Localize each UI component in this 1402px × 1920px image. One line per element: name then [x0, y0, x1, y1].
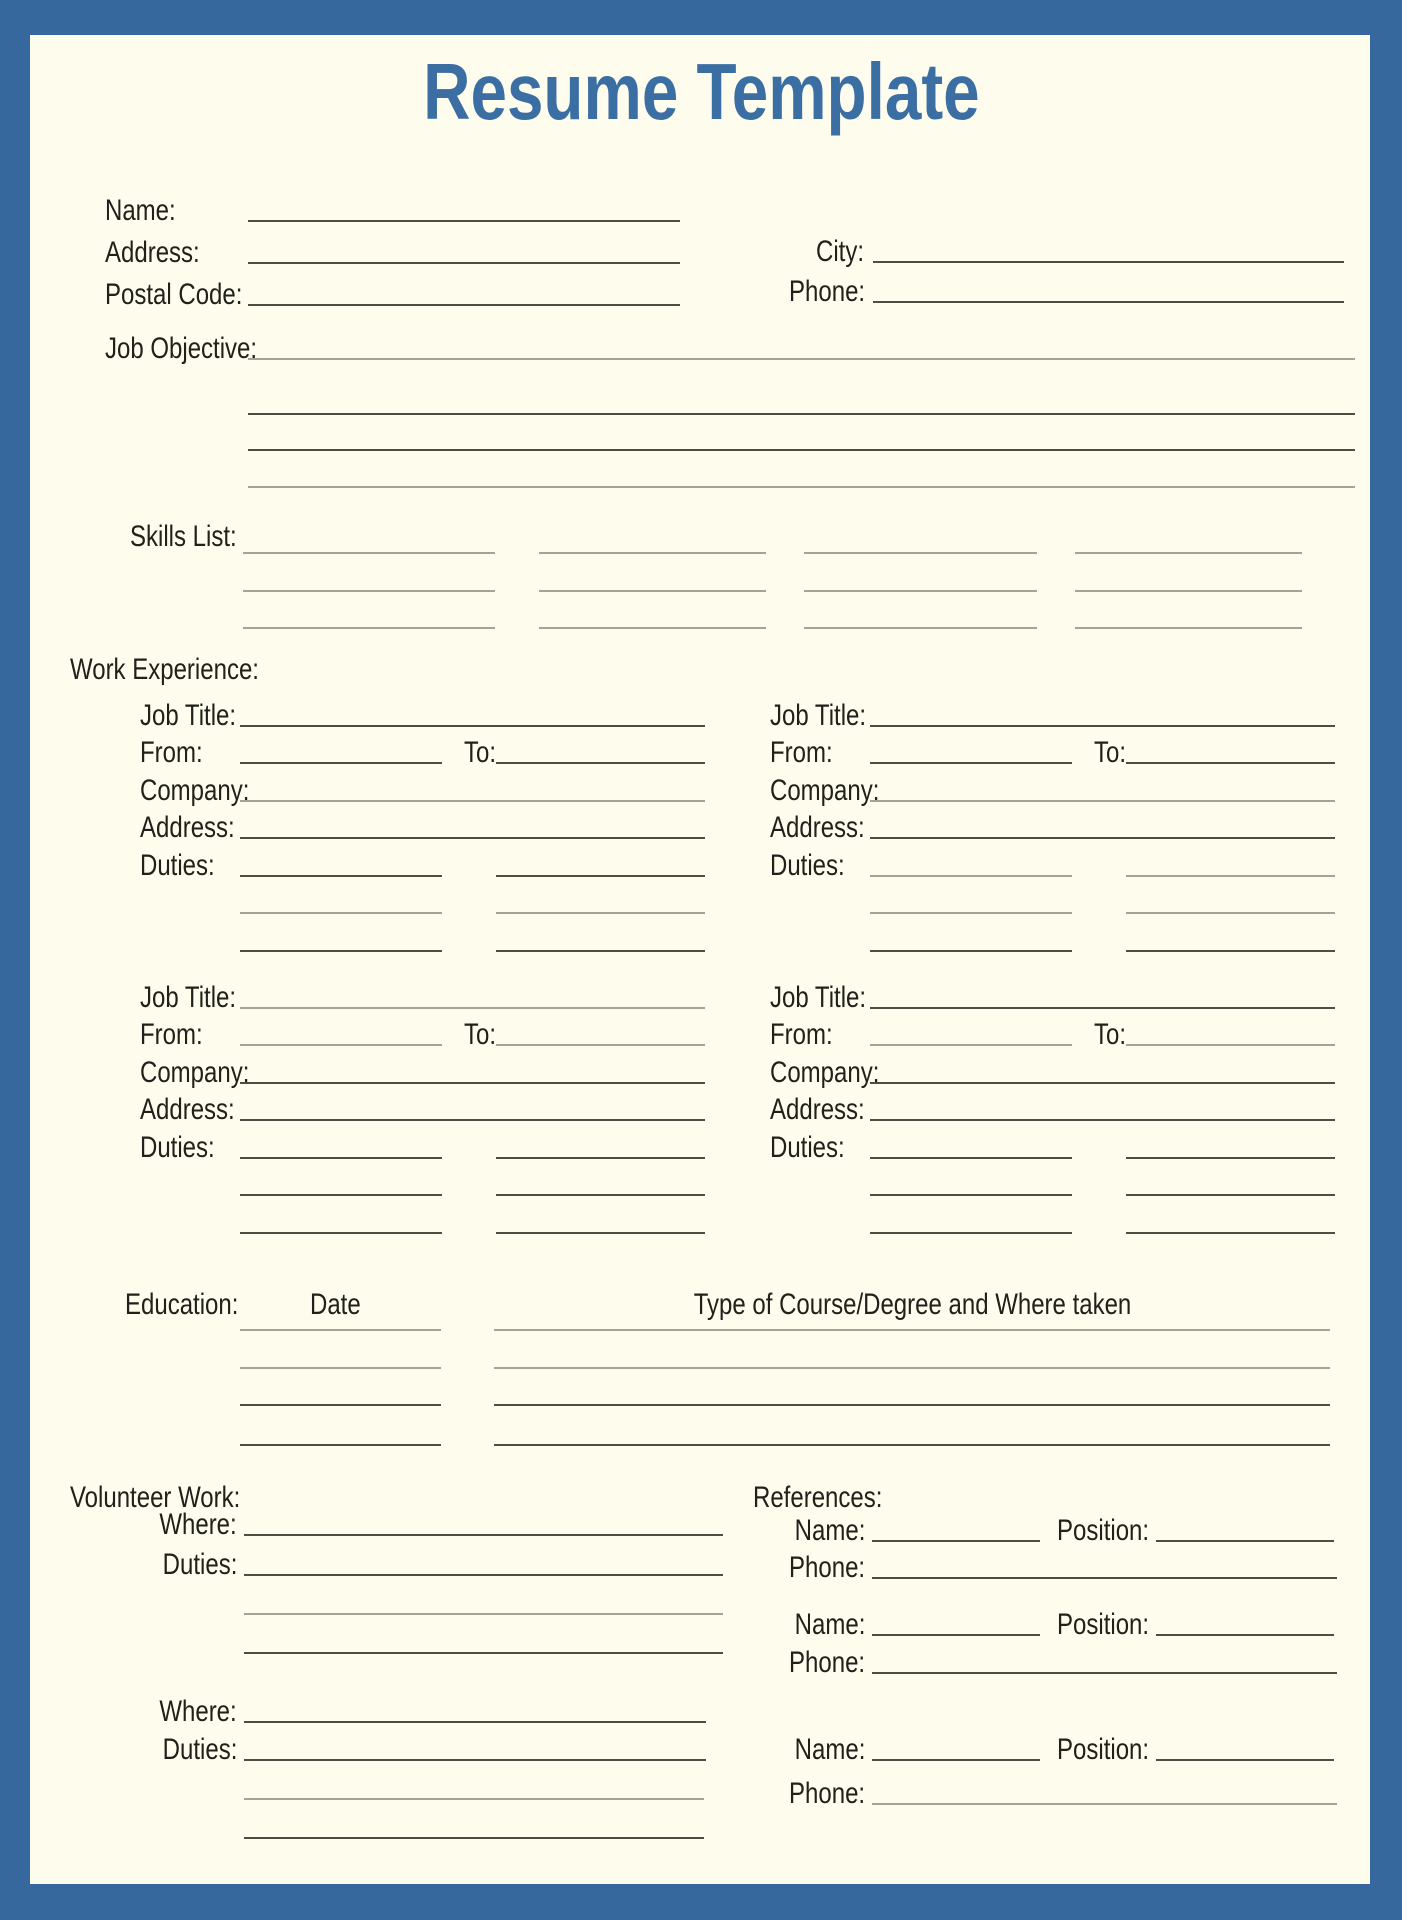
education-label: Education:	[125, 1288, 239, 1321]
ref-name-line	[872, 1759, 1040, 1761]
to-line	[496, 762, 705, 764]
duties-label: Duties:	[770, 848, 845, 882]
duties-line	[1126, 875, 1335, 877]
duties-line	[496, 1232, 705, 1234]
skill-line	[804, 627, 1037, 629]
address-label: Address:	[140, 811, 235, 844]
job-objective-extra-line	[248, 449, 1355, 451]
to-label: To:	[464, 1018, 497, 1051]
name-line	[248, 220, 680, 222]
duties-label: Duties:	[140, 848, 215, 882]
where-line	[244, 1721, 706, 1723]
skill-line	[243, 590, 495, 592]
city-label: City:	[816, 235, 864, 268]
address-label: Address:	[770, 811, 865, 844]
ref-phone-label: Phone:	[788, 1646, 865, 1679]
skill-line	[539, 590, 766, 592]
ref-phone-line	[872, 1672, 1337, 1674]
to-line	[1126, 1044, 1335, 1046]
volunteer-duties-extra-line	[244, 1837, 704, 1839]
duties-line	[870, 950, 1072, 952]
duties-line	[240, 912, 442, 914]
job-title-label: Job Title:	[770, 698, 867, 732]
duties-line	[1126, 1194, 1335, 1196]
ref-name-line	[872, 1540, 1040, 1542]
duties-line	[240, 1157, 442, 1159]
postal-code-field	[105, 271, 680, 311]
job-title-label: Job Title:	[140, 698, 237, 732]
address-line	[240, 837, 705, 839]
skill-line	[804, 590, 1037, 592]
reference-phone-row	[765, 1639, 1337, 1679]
skill-line	[1075, 590, 1302, 592]
address-field	[105, 229, 680, 269]
duties-line	[496, 875, 705, 877]
education-date-line	[240, 1329, 441, 1331]
duties-line	[240, 950, 442, 952]
address-label: Address:	[140, 1093, 235, 1126]
ref-phone-label: Phone:	[788, 1777, 865, 1810]
from-line	[870, 1044, 1072, 1046]
to-line	[496, 1044, 705, 1046]
company-label: Company:	[770, 773, 880, 807]
ref-position-label: Position:	[1057, 1514, 1150, 1547]
from-label: From:	[140, 736, 203, 769]
skill-line	[1075, 627, 1302, 629]
volunteer-duties-field	[130, 1726, 706, 1766]
duties-line	[1126, 1157, 1335, 1159]
phone-field	[770, 268, 1344, 308]
work-entry	[140, 976, 705, 1239]
work-entry	[770, 976, 1335, 1239]
duties-line	[870, 875, 1072, 877]
duties-line	[1126, 1232, 1335, 1234]
reference-name-position-row	[765, 1507, 1334, 1547]
job-title-label: Job Title:	[770, 980, 867, 1014]
job-objective-extra-line	[248, 413, 1355, 415]
duties-line	[496, 1157, 705, 1159]
duties-line	[870, 912, 1072, 914]
education-date-line	[240, 1444, 441, 1446]
education-course-line	[494, 1404, 1330, 1406]
city-field	[770, 228, 1344, 268]
from-label: From:	[770, 1018, 833, 1051]
company-line	[870, 800, 1335, 802]
name-field	[105, 187, 680, 227]
from-line	[870, 762, 1072, 764]
address-line	[248, 262, 680, 264]
volunteer-duties-extra-line	[244, 1613, 723, 1615]
job-title-line	[240, 1007, 705, 1009]
volunteer-duties-extra-line	[244, 1652, 723, 1654]
to-line	[1126, 762, 1335, 764]
work-entry	[140, 694, 705, 957]
skill-line	[243, 552, 495, 554]
to-label: To:	[464, 736, 497, 769]
reference-name-position-row	[765, 1601, 1334, 1641]
education-course-line	[494, 1329, 1330, 1331]
reference-phone-row	[765, 1770, 1337, 1810]
skill-line	[1075, 552, 1302, 554]
volunteer-duties-field	[130, 1541, 723, 1581]
reference-phone-row	[765, 1544, 1337, 1584]
ref-phone-line	[872, 1577, 1337, 1579]
duties-label: Duties:	[162, 1548, 237, 1581]
ref-name-label: Name:	[794, 1733, 865, 1766]
job-title-line	[870, 725, 1335, 727]
job-title-label: Job Title:	[140, 980, 237, 1014]
duties-line	[496, 950, 705, 952]
skill-line	[804, 552, 1037, 554]
address-line	[240, 1119, 705, 1121]
education-date-header: Date	[310, 1288, 361, 1321]
education-date-line	[240, 1404, 441, 1406]
job-title-line	[870, 1007, 1335, 1009]
ref-position-label: Position:	[1057, 1733, 1150, 1766]
duties-label: Duties:	[162, 1733, 237, 1766]
education-course-line	[494, 1444, 1330, 1446]
ref-position-label: Position:	[1057, 1608, 1150, 1641]
job-objective-label: Job Objective:	[105, 332, 258, 365]
from-label: From:	[140, 1018, 203, 1051]
to-label: To:	[1094, 736, 1127, 769]
where-label: Where:	[159, 1695, 237, 1728]
duties-line	[496, 1194, 705, 1196]
job-objective-line	[248, 358, 1355, 360]
ref-phone-line	[872, 1803, 1337, 1805]
ref-name-label: Name:	[794, 1608, 865, 1641]
reference-name-position-row	[765, 1726, 1334, 1766]
address-line	[870, 1119, 1335, 1121]
duties-line	[1126, 912, 1335, 914]
job-title-line	[240, 725, 705, 727]
from-label: From:	[770, 736, 833, 769]
skill-line	[243, 627, 495, 629]
to-label: To:	[1094, 1018, 1127, 1051]
volunteer-heading: Volunteer Work:	[70, 1481, 241, 1514]
where-line	[244, 1534, 723, 1536]
ref-name-line	[872, 1634, 1040, 1636]
skill-line	[539, 552, 766, 554]
duties-line	[240, 1194, 442, 1196]
city-line	[873, 261, 1344, 263]
company-line	[240, 800, 705, 802]
duties-line	[244, 1574, 723, 1576]
work-experience-heading: Work Experience:	[70, 653, 259, 686]
page-title: Resume Template	[422, 47, 980, 136]
company-line	[240, 1082, 705, 1084]
duties-label: Duties:	[140, 1130, 215, 1164]
duties-line	[244, 1759, 706, 1761]
job-objective-field	[105, 325, 1355, 365]
company-label: Company:	[140, 1055, 250, 1089]
ref-phone-label: Phone:	[788, 1551, 865, 1584]
duties-label: Duties:	[770, 1130, 845, 1164]
duties-line	[1126, 950, 1335, 952]
education-course-header: Type of Course/Degree and Where taken	[693, 1288, 1131, 1321]
duties-line	[870, 1232, 1072, 1234]
where-label: Where:	[159, 1508, 237, 1541]
address-label: Address:	[770, 1093, 865, 1126]
phone-line	[873, 301, 1344, 303]
duties-line	[870, 1157, 1072, 1159]
duties-line	[240, 875, 442, 877]
phone-label: Phone:	[789, 275, 866, 308]
company-label: Company:	[140, 773, 250, 807]
duties-line	[496, 912, 705, 914]
from-line	[240, 762, 442, 764]
work-entry	[770, 694, 1335, 957]
volunteer-where-field	[130, 1688, 706, 1728]
from-line	[240, 1044, 442, 1046]
address-label: Address:	[105, 236, 200, 269]
company-label: Company:	[770, 1055, 880, 1089]
ref-position-line	[1156, 1634, 1334, 1636]
company-line	[870, 1082, 1335, 1084]
ref-position-line	[1156, 1759, 1334, 1761]
education-course-line	[494, 1367, 1330, 1369]
postal-code-line	[248, 304, 680, 306]
address-line	[870, 837, 1335, 839]
name-label: Name:	[105, 194, 176, 227]
duties-line	[870, 1194, 1072, 1196]
skills-list-label: Skills List:	[130, 520, 237, 553]
duties-line	[240, 1232, 442, 1234]
postal-code-label: Postal Code:	[105, 278, 243, 311]
volunteer-duties-extra-line	[244, 1798, 704, 1800]
references-heading: References:	[753, 1481, 883, 1514]
volunteer-where-field	[130, 1501, 723, 1541]
job-objective-extra-line	[248, 486, 1355, 488]
skill-line	[539, 627, 766, 629]
ref-position-line	[1156, 1540, 1334, 1542]
education-date-line	[240, 1367, 441, 1369]
ref-name-label: Name:	[794, 1514, 865, 1547]
